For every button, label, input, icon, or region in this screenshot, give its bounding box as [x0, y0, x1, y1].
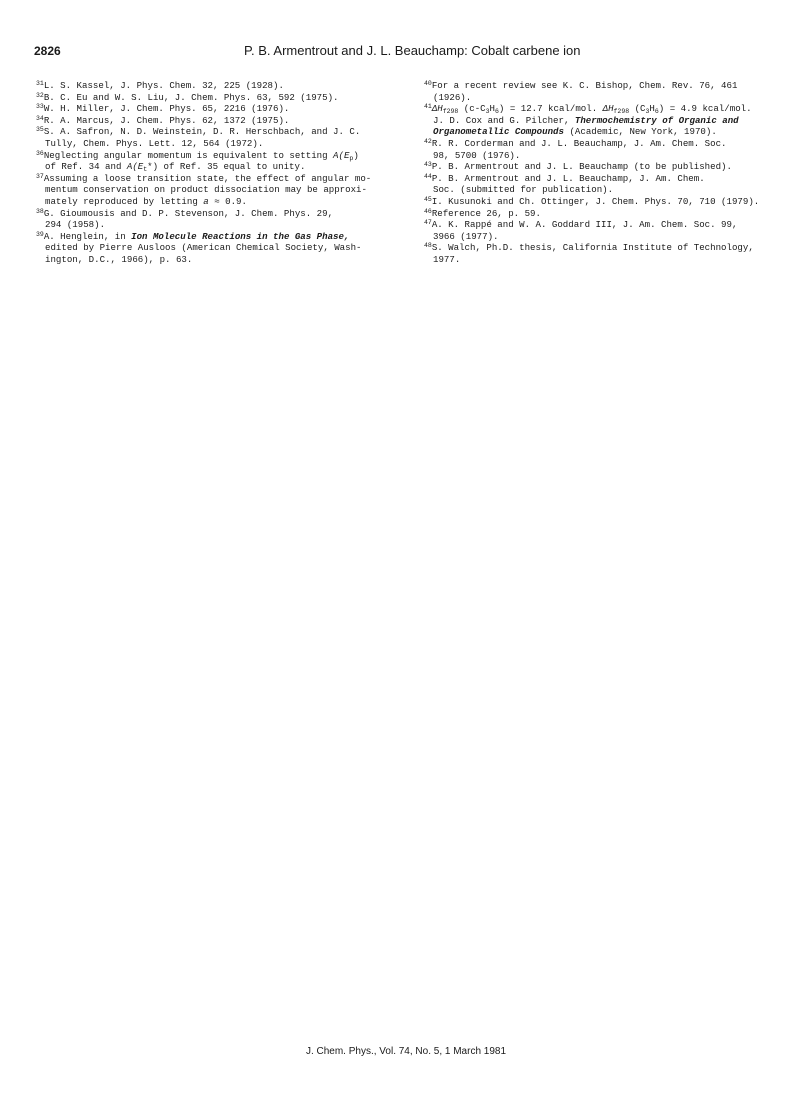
reference-number: 39 [36, 230, 44, 238]
reference-text: mately reproduced by letting [45, 195, 204, 207]
reference-line [36, 115, 404, 127]
reference-line [424, 103, 794, 115]
reference-text: W. H. Miller, J. Chem. Phys. 65, 2216 (1976). [43, 103, 290, 115]
reference-40 [424, 80, 794, 103]
book-title: Organometallic Compounds [433, 126, 564, 138]
reference-33 [36, 103, 404, 115]
reference-45 [424, 196, 794, 208]
reference-text: S. A. Safron, N. D. Weinstein, D. R. Herschbach, and J. C. [43, 126, 361, 138]
reference-line: 294 (1958). [45, 219, 106, 231]
reference-number: 40 [424, 80, 432, 87]
reference-line [424, 80, 794, 92]
right-simple-refs [424, 138, 794, 266]
reference-31 [36, 80, 404, 92]
math: ) [353, 149, 359, 161]
reference-line [36, 208, 404, 220]
reference-line: 1977. [433, 253, 461, 265]
reference-line [36, 126, 404, 138]
reference-36 [36, 150, 404, 173]
reference-text: I. Kusunoki and Ch. Ottinger, J. Chem. Phys. 70, 710 (1979). [431, 195, 760, 207]
page-number: 2826 [34, 44, 61, 58]
reference-line: mentum conservation on product dissociation may be approxi- [45, 184, 367, 196]
math: (c-C [458, 103, 486, 115]
reference-text: P. B. Armentrout and J. L. Beauchamp, J. Am. Chem. [431, 172, 705, 184]
math: ) = 12.7 kcal/mol. [498, 103, 603, 115]
reference-35 [36, 126, 404, 149]
math: ΔH [602, 103, 614, 115]
math: ) = 4.9 kcal/mol. [658, 103, 752, 115]
reference-line [36, 196, 404, 208]
reference-text: Reference 26, p. 59. [431, 207, 541, 219]
reference-line [424, 208, 794, 220]
reference-number: 38 [36, 207, 44, 215]
math: A(E [333, 149, 350, 161]
math: H [489, 103, 496, 115]
reference-number: 31 [36, 80, 44, 87]
reference-32 [36, 92, 404, 104]
reference-42 [424, 138, 794, 161]
math-subscript: f298 [442, 108, 459, 116]
math: A(E [126, 161, 144, 173]
reference-line [424, 115, 794, 127]
reference-number: 46 [424, 207, 432, 215]
reference-line [424, 196, 794, 208]
reference-number: 45 [424, 195, 432, 203]
reference-text: S. Walch, Ph.D. thesis, California Institute of Technology, [431, 242, 754, 254]
reference-34 [36, 115, 404, 127]
book-title: Ion Molecule Reactions in the Gas Phase, [131, 230, 350, 242]
reference-line [424, 161, 794, 173]
reference-line: edited by Pierre Ausloos (American Chemical Society, Wash- [45, 242, 362, 254]
math: a [203, 195, 209, 207]
reference-number: 34 [36, 114, 44, 122]
reference-line: (1926). [433, 91, 472, 103]
reference-line: Tully, Chem. Phys. Lett. 12, 564 (1972). [45, 137, 264, 149]
reference-text: A. K. Rappé and W. A. Goddard III, J. Am. Chem. Soc. 99, [431, 219, 738, 231]
math-subscript: 3 [645, 108, 650, 116]
reference-38 [36, 208, 404, 231]
reference-number: 48 [424, 242, 432, 250]
reference-line: 98, 5700 (1976). [433, 149, 521, 161]
reference-text: P. B. Armentrout and J. L. Beauchamp (to be published). [431, 161, 732, 173]
journal-footer: J. Chem. Phys., Vol. 74, No. 5, 1 March 1981 [305, 1046, 507, 1057]
reference-text: R. R. Corderman and J. L. Beauchamp, J. Am. Chem. Soc. [431, 137, 727, 149]
math-subscript: t [143, 166, 148, 174]
reference-37 [36, 173, 404, 208]
reference-number: 47 [424, 219, 432, 227]
reference-line: 3966 (1977). [433, 230, 499, 242]
reference-41 [424, 103, 794, 138]
reference-line [36, 161, 404, 173]
reference-47 [424, 219, 794, 242]
math-subscript: 3 [485, 108, 490, 116]
reference-line: ington, D.C., 1966), p. 63. [45, 253, 193, 265]
reference-text: B. C. Eu and W. S. Liu, J. Chem. Phys. 63, 592 (1975). [43, 91, 339, 103]
reference-line [36, 92, 404, 104]
reference-line [424, 173, 794, 185]
reference-48 [424, 242, 794, 265]
reference-number: 37 [36, 172, 44, 180]
reference-number: 43 [424, 161, 432, 169]
reference-text: of Ref. 34 and [45, 161, 127, 173]
reference-text: L. S. Kassel, J. Phys. Chem. 32, 225 (1928). [43, 80, 284, 91]
reference-text: Assuming a loose transition state, the effect of angular mo- [43, 172, 372, 184]
reference-line: Soc. (submitted for publication). [433, 184, 614, 196]
reference-text: ≈ 0.9. [208, 195, 247, 207]
reference-number: 41 [424, 103, 432, 111]
reference-line [424, 138, 794, 150]
references-left-column [36, 80, 404, 266]
references-right-column [424, 80, 794, 266]
math: *) [147, 161, 159, 173]
reference-line [424, 126, 794, 138]
reference-number: 36 [36, 149, 44, 157]
reference-46 [424, 208, 794, 220]
running-title: P. B. Armentrout and J. L. Beauchamp: Cobalt carbene ion [244, 43, 581, 58]
reference-line [424, 219, 794, 231]
left-simple-refs [36, 80, 404, 150]
reference-line [36, 173, 404, 185]
reference-text: A. Henglein, in [43, 230, 132, 242]
reference-number: 42 [424, 137, 432, 145]
math-subscript: f298 [613, 108, 630, 116]
reference-line [36, 103, 404, 115]
reference-line [36, 80, 404, 92]
reference-line [424, 242, 794, 254]
reference-44 [424, 173, 794, 196]
reference-text: (Academic, New York, 1970). [563, 126, 717, 138]
reference-text: R. A. Marcus, J. Chem. Phys. 62, 1372 (1975). [43, 114, 290, 126]
reference-text: of Ref. 35 equal to unity. [158, 161, 306, 173]
reference-text: J. D. Cox and G. Pilcher, [433, 114, 575, 126]
reference-39 [36, 231, 404, 266]
math-subscript: p [349, 154, 354, 162]
reference-number: 35 [36, 126, 44, 134]
book-title: Thermochemistry of Organic and [574, 114, 739, 126]
reference-text: Neglecting angular momentum is equivalent to setting [43, 149, 334, 161]
math: ΔH [431, 103, 443, 115]
reference-43 [424, 161, 794, 173]
math-subscript: 6 [654, 108, 659, 116]
reference-number: 44 [424, 172, 432, 180]
reference-line [36, 231, 404, 243]
math: H [649, 103, 655, 115]
math-subscript: 6 [495, 108, 499, 116]
reference-line [36, 150, 404, 162]
reference-number: 33 [36, 103, 44, 111]
reference-number: 32 [36, 91, 44, 99]
math: (C [629, 103, 646, 115]
reference-text: G. Gioumousis and D. P. Stevenson, J. Chem. Phys. 29, [43, 207, 334, 219]
reference-text: For a recent review see K. C. Bishop, Chem. Rev. 76, 461 [431, 80, 738, 91]
